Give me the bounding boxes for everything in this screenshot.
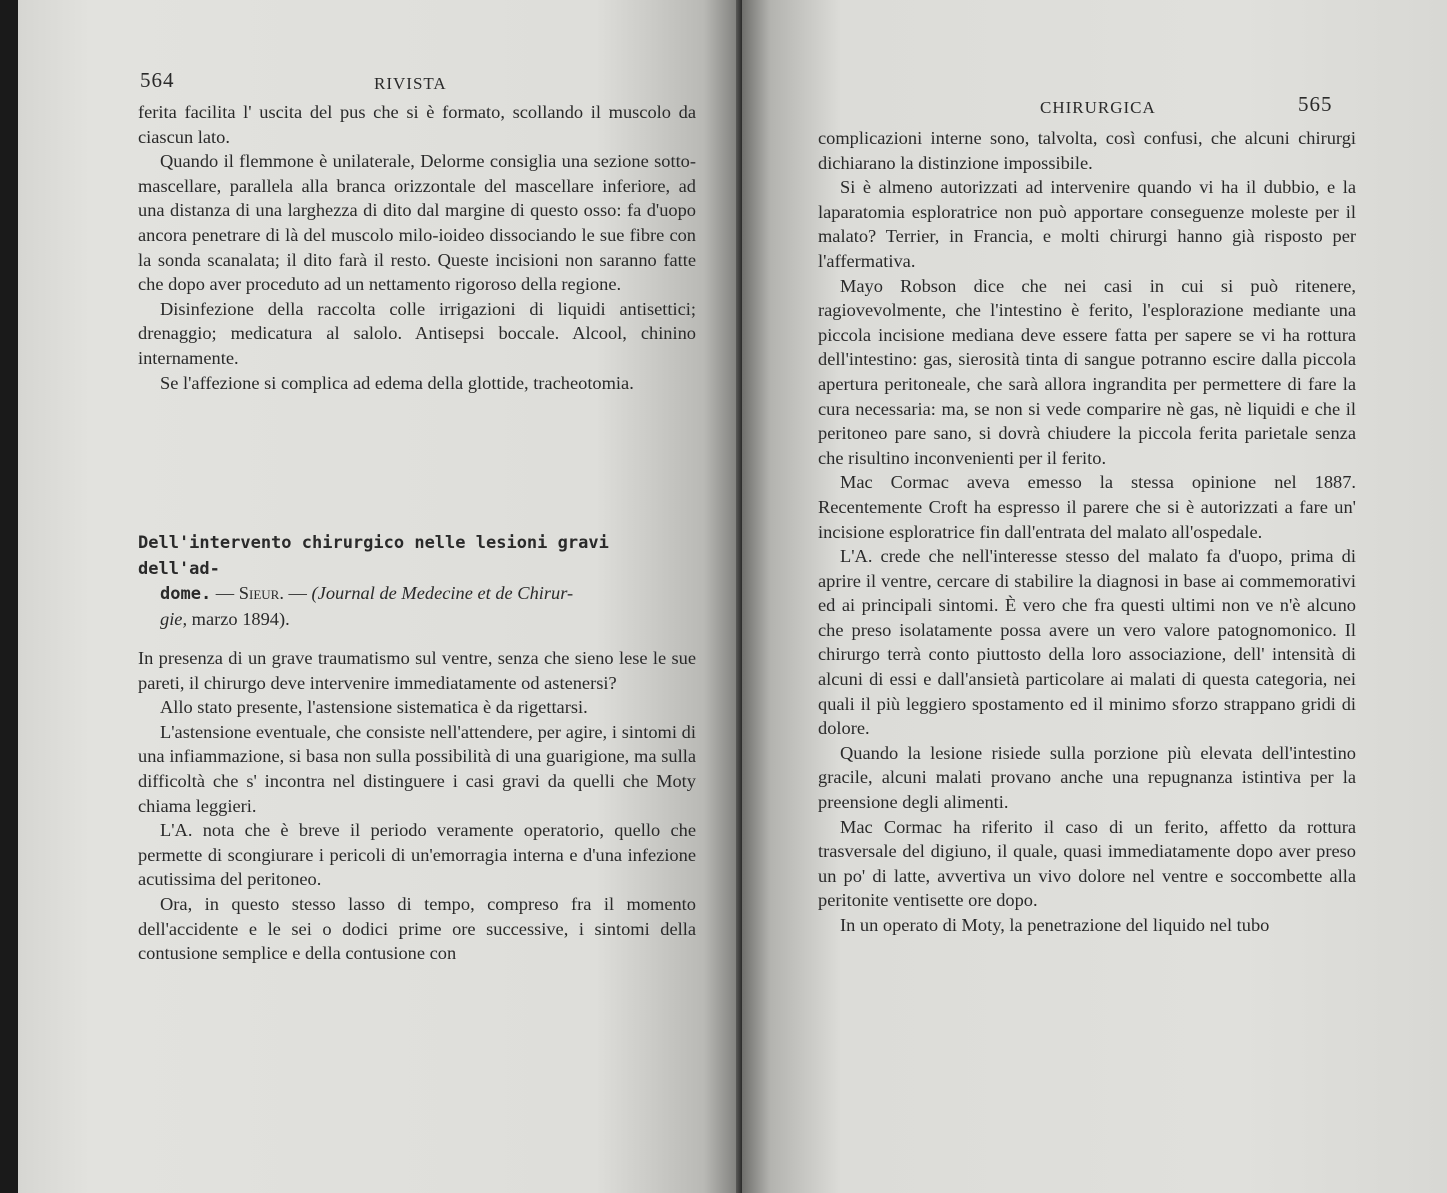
section-title-line1: Dell'intervento chirurgico nelle lesioni gravi dell'ad-	[138, 533, 609, 579]
paragraph: In un operato di Moty, la penetrazione del liquido nel tubo	[840, 915, 1270, 935]
section-dash: —	[211, 583, 239, 604]
paragraph: Mayo Robson dice che nei casi in cui si può ritenere, ragiovevolmente, che l'intestino è ferito, l'esplorazione mediante una piccola incisione mediana deve essere fatta per sapere se vi ha rottura dell'intestino: gas, sierosità tinta di sangue potranno escire dalla piccola apertura peritoneale, che sarà allora ingrandita per permettere di fare la cura necessaria: ma, se non si vede comparire nè gas, nè liquidi e che il peritoneo pare sano, si dovrà chiudere la piccola ferita parietale senza che risultino inconvenienti per il ferito.	[818, 275, 1356, 468]
right-body	[818, 126, 1356, 938]
right-running-head: CHIRURGICA	[1040, 98, 1156, 117]
paragraph: Quando il flemmone è unilaterale, Delorme consiglia una sezione sotto-mascellare, parallela alla branca orizzontale del mascellare inferiore, ad una distanza di una larghezza di dito dal margine di questo osso: fa d'uopo ancora penetrare di là del muscolo milo-ioideo dissociando le sue fibre con la sonda scanalata; il dito farà il resto. Queste incisioni non saranno fatte che dopo aver proceduto ad un nettamento rigoroso della regione.	[138, 151, 696, 295]
section-journal: (Journal de Medecine et de Chirur-	[311, 583, 574, 604]
paragraph: In presenza di un grave traumatismo sul ventre, senza che sieno lese le sue pareti, il chirurgo deve intervenire immediatamente od astenersi?	[138, 648, 696, 693]
section-date: marzo 1894).	[187, 608, 290, 629]
right-page-number: 565	[1298, 92, 1333, 116]
left-body-bottom	[138, 646, 696, 966]
left-running-head: RIVISTA	[374, 74, 447, 93]
paragraph: Mac Cormac aveva emesso la stessa opinione nel 1887. Recentemente Croft ha espresso il parere che si è autorizzati a fare un' incisione esploratrice fin dall'entrata del malato all'ospedale.	[818, 472, 1356, 542]
section-dash-2: —	[283, 583, 312, 604]
paragraph: Ora, in questo stesso lasso di tempo, compreso fra il momento dell'accidente e le sei o dodici prime ore successive, i sintomi della contusione semplice e della contusione con	[138, 893, 696, 964]
paragraph: complicazioni interne sono, talvolta, così confusi, che alcuni chirurgi dichiarano la distinzione impossibile.	[818, 128, 1356, 173]
right-page	[742, 0, 1447, 1193]
section-journal-cont: gie,	[160, 608, 188, 629]
paragraph: Allo stato presente, l'astensione sistematica è da rigettarsi.	[160, 697, 588, 718]
paragraph: Se l'affezione si complica ad edema della glottide, tracheotomia.	[160, 372, 634, 393]
paragraph: ferita facilita l' uscita del pus che si è formato, scollando il muscolo da ciascun lato.	[138, 102, 696, 147]
paragraph: L'A. nota che è breve il periodo veramente operatorio, quello che permette di scongiurare i pericoli di un'emorragia interna e d'una infezione acutissima del peritoneo.	[138, 820, 696, 890]
section-author: Sieur.	[238, 583, 284, 604]
left-page	[18, 0, 740, 1193]
section-title-line2: dome.	[160, 584, 212, 605]
paragraph: Disinfezione della raccolta colle irrigazioni di liquidi antisettici; drenaggio; medicatura al salolo. Antisepsi boccale. Alcool, chinino internamente.	[138, 298, 696, 368]
paragraph: L'astensione eventuale, che consiste nell'attendere, per agire, i sintomi di una infiammazione, si basa non sulla possibilità di una guarigione, ma sulla difficoltà che s' incontra nel distinguere i casi gravi da quelli che Moty chiama leggieri.	[138, 721, 696, 816]
left-body-top	[138, 100, 696, 395]
paragraph: Mac Cormac ha riferito il caso di un ferito, affetto da rottura trasversale del digiuno, il quale, quasi immediatamente dopo aver preso un po' di latte, avvertiva un vivo dolore nel ventre e soccombette alla peritonite ventisette ore dopo.	[818, 816, 1356, 911]
paragraph: Si è almeno autorizzati ad intervenire quando vi ha il dubbio, e la laparatomia esploratrice non può apportare conseguenze moleste per il malato? Terrier, in Francia, e molti chirurgi hanno già risposto per l'affermativa.	[818, 177, 1356, 271]
paragraph: Quando la lesione risiede sulla porzione più elevata dell'intestino gracile, alcuni malati provano anche una repugnanza istintiva per la preensione degli alimenti.	[818, 742, 1356, 813]
left-page-number: 564	[140, 68, 175, 92]
paragraph: L'A. crede che nell'interesse stesso del malato fa d'uopo, prima di aprire il ventre, cercare di stabilire la diagnosi in base ai commemorativi ed ai principali sintomi. È vero che fra questi ultimi non ve n'è alcuno che preso isolatamente possa avere un vero valore patognomonico. Il chirurgo terrà conto piuttosto della loro associazione, dell' intensità di alcuni di essi e dall'ansietà particolare ai malati di questa categoria, nei quali il più leggiero spostamento ed il minimo sforzo strappano gridi di dolore.	[818, 546, 1356, 739]
section-heading	[138, 530, 698, 631]
